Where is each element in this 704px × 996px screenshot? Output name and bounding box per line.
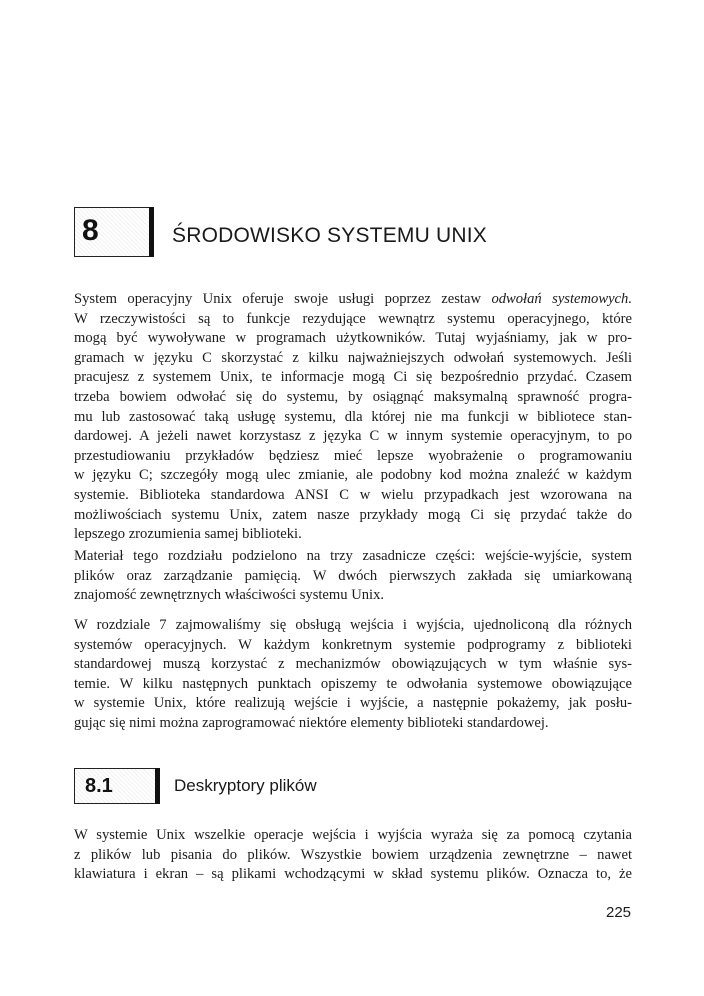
paragraph-chapter7	[74, 616, 632, 734]
section-number-box	[74, 768, 160, 804]
text-line: w systemie Unix, które realizują wejście i wyjście, a następnie pokażemy, jak posłu-	[74, 695, 632, 712]
text-line: z plików lub pisania do plików. Wszystkie bowiem urządzenia zewnętrzne – nawet	[74, 846, 632, 863]
text-line: przestudiowaniu przykładów będziesz mieć lepsze wyobrażenie o programowaniu	[74, 447, 632, 464]
section-title: Deskryptory plików	[174, 776, 317, 795]
paragraph-outline	[74, 547, 632, 606]
text-line: standardowej muszą korzystać z mechanizmów obowiązujących w tym właśnie sys-	[74, 656, 632, 673]
text-line: mogą być wywoływane w programach użytkowników. Tutaj wyjaśniamy, jak w pro-	[74, 330, 632, 347]
text-line: w języku C; szczegóły mogą ulec zmianie, ale podobny kod można znaleźć w każdym	[74, 467, 632, 484]
text-line: trzeba bowiem odwołać się do systemu, by osiągnąć maksymalną sprawność progra-	[74, 388, 632, 405]
text-line: System operacyjny Unix oferuje swoje usługi poprzez zestaw odwołań systemowych.	[74, 291, 632, 307]
text-line: Materiał tego rozdziału podzielono na trzy zasadnicze części: wejście-wyjście, system	[74, 548, 632, 564]
paragraph-intro	[74, 290, 632, 545]
page-number: 225	[606, 904, 632, 921]
text-line: dardowej. A jeżeli nawet korzystasz z języka C w innym systemie operacyjnym, to po	[74, 428, 632, 445]
text-line: klawiatura i ekran – są plikami wchodzącymi w skład systemu plików. Oznacza to, że	[74, 866, 632, 883]
text-line: gując się nimi można zaprogramować niektóre elementy biblioteki standardowej.	[74, 714, 549, 731]
text-line: mu lub zastosować taką usługę systemu, dla której nie ma funkcji w bibliotece stan-	[74, 408, 632, 425]
text-line: W systemie Unix wszelkie operacje wejścia i wyjścia wyraża się za pomocą czytania	[74, 827, 632, 843]
section-number: 8.1	[85, 775, 113, 797]
text-line: temie. W kilku następnych punktach opiszemy te odwołania systemowe obowiązujące	[74, 675, 632, 692]
text-line: możliwościach systemu Unix, zatem nasze przykłady mogą Ci się przydać także do	[74, 506, 632, 523]
chapter-number: 8	[82, 214, 99, 247]
text-line: lepszego zrozumienia samej biblioteki.	[74, 526, 302, 543]
chapter-title: ŚRODOWISKO SYSTEMU UNIX	[172, 224, 487, 247]
paragraph-file-descriptors	[74, 826, 632, 885]
text-line: gramach w języku C skorzystać z kilku najważniejszych odwołań systemowych. Jeśli	[74, 349, 632, 366]
text-line: W rzeczywistości są to funkcje rezydujące wewnątrz systemu operacyjnego, które	[74, 310, 632, 327]
text-line: systemów operacyjnych. W każdym konkretnym systemie podprogramy z biblioteki	[74, 636, 632, 653]
text-line: plików oraz zarządzanie pamięcią. W dwóch pierwszych zakłada się umiarkowaną	[74, 567, 632, 584]
text-line: znajomość zewnętrznych właściwości systemu Unix.	[74, 587, 385, 604]
emphasis-text: odwołań systemowych.	[491, 291, 632, 307]
section-number-bar	[155, 768, 160, 804]
text-line: pracujesz z systemem Unix, te informacje mogą Ci się bezpośrednio przydać. Czasem	[74, 369, 632, 386]
chapter-number-bar	[149, 207, 154, 257]
chapter-number-box	[74, 207, 154, 257]
text-line: W rozdziale 7 zajmowaliśmy się obsługą wejścia i wyjścia, ujednoliconą dla różnych	[74, 617, 632, 633]
text-line: systemie. Biblioteka standardowa ANSI C w wielu przypadkach jest wzorowana na	[74, 486, 632, 503]
